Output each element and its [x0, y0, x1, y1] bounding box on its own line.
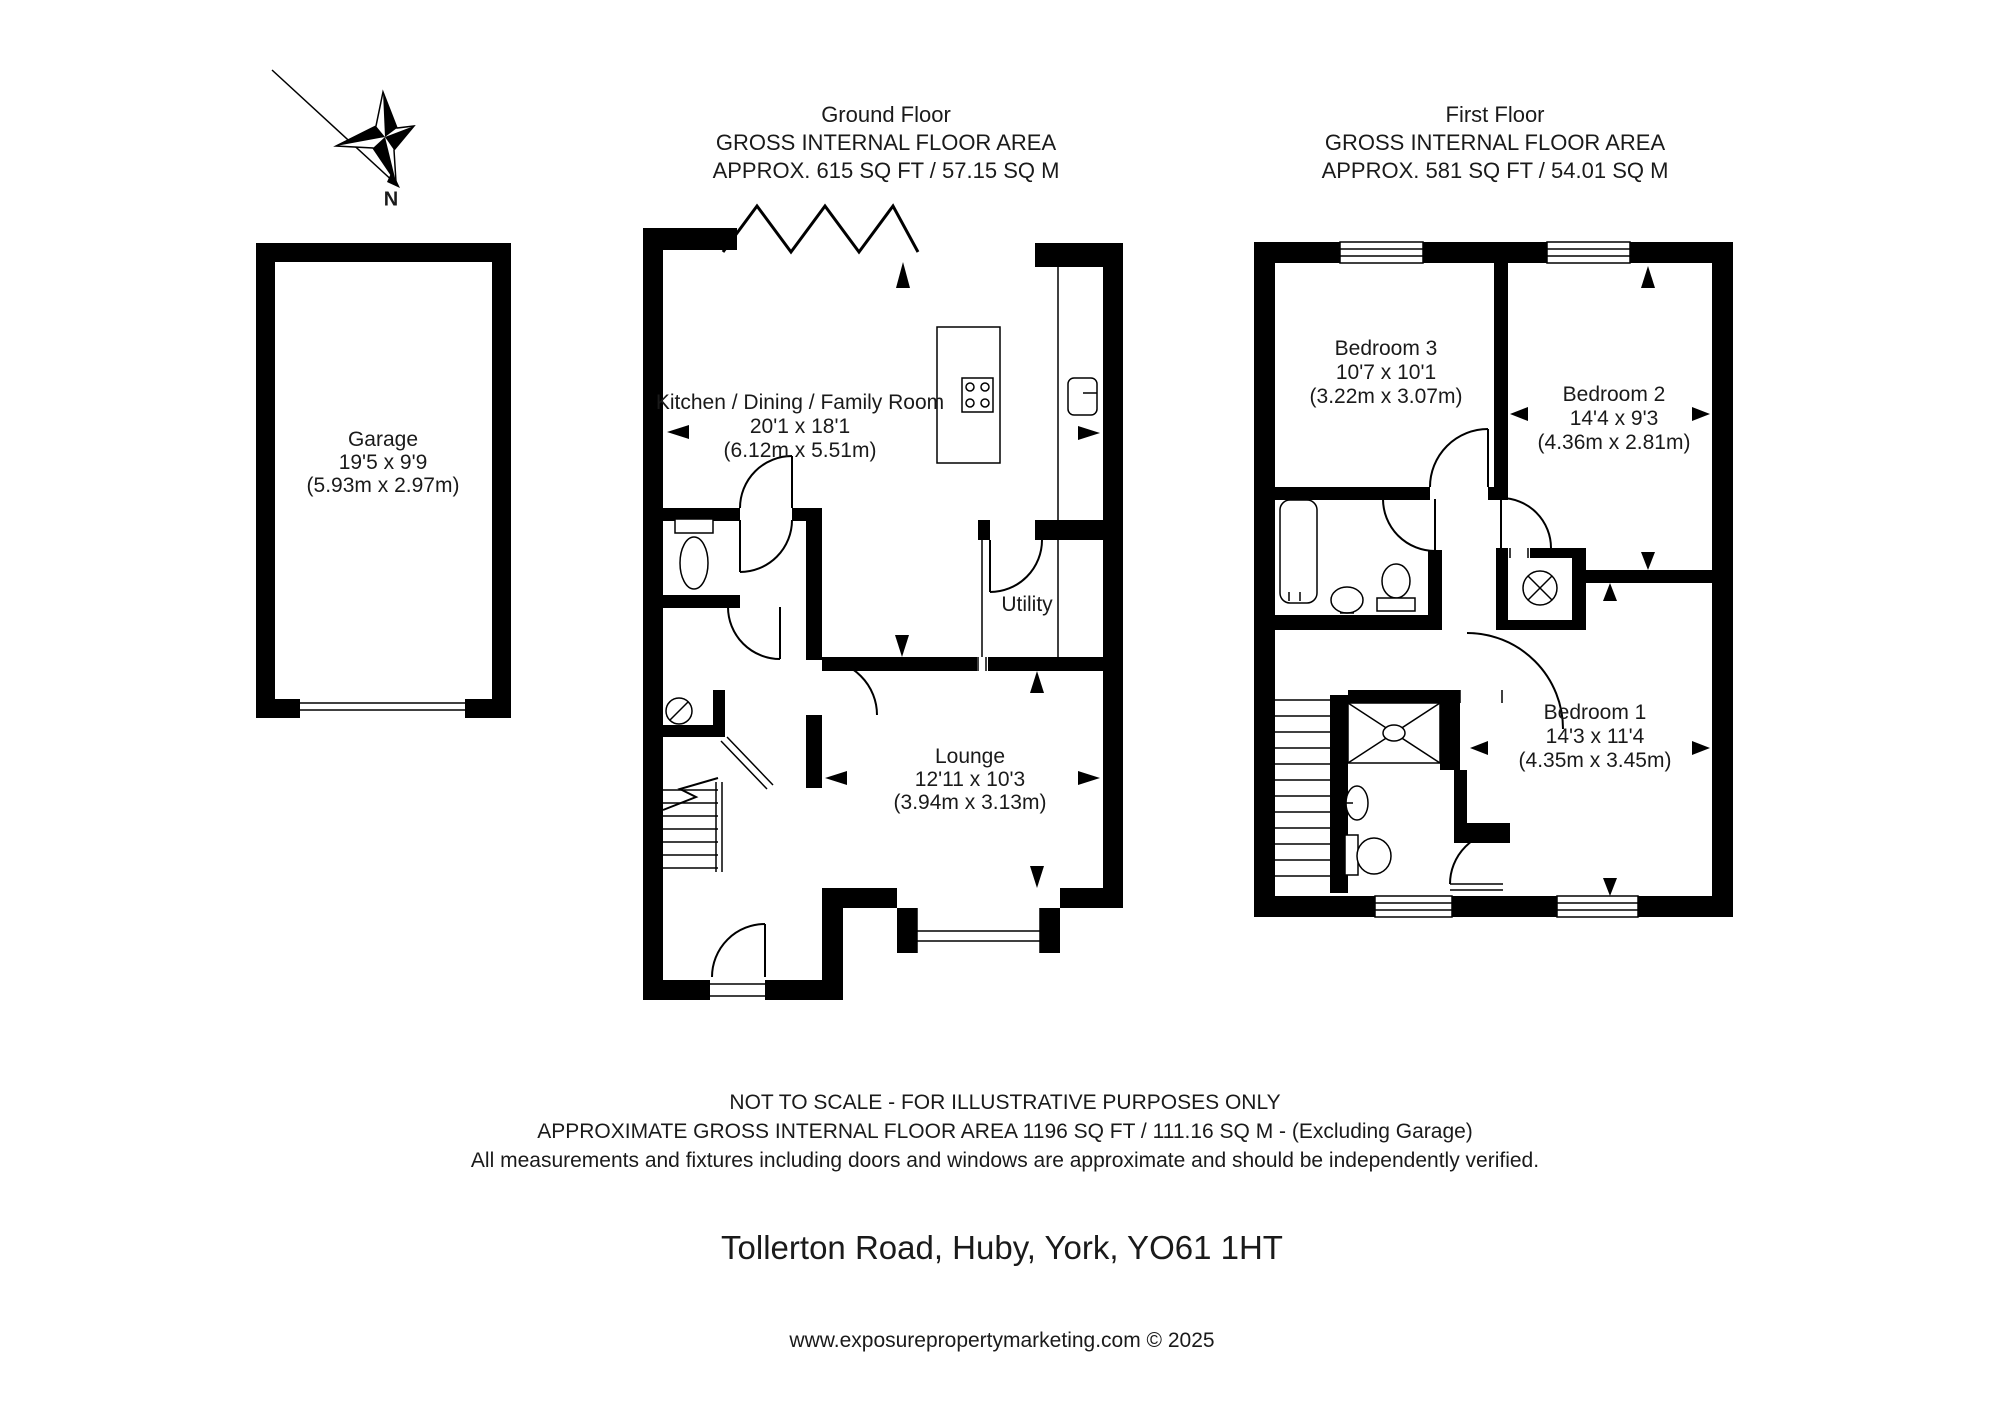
kitchen-sink-icon [1068, 378, 1097, 415]
first-floor-area-line1: GROSS INTERNAL FLOOR AREA [1324, 130, 1666, 155]
kitchen-label: Kitchen / Dining / Family Room [655, 391, 945, 414]
bedroom1-dims-metric: (4.35m x 3.45m) [1518, 749, 1672, 772]
utility-label: Utility [1001, 593, 1053, 616]
ground-stairs [663, 778, 722, 872]
ensuite-basin-icon [1346, 786, 1368, 820]
garage-door [300, 703, 465, 710]
disclaimer-line2: APPROXIMATE GROSS INTERNAL FLOOR AREA 1196 SQ FT / 111.16 SQ M - (Excluding Garage) [537, 1120, 1473, 1143]
ground-door-arcs [728, 456, 1042, 715]
bathroom-sink-icon [1331, 587, 1363, 613]
property-address: Tollerton Road, Huby, York, YO61 1HT [721, 1229, 1283, 1266]
bay-window [917, 908, 1040, 953]
bedroom2-label: Bedroom 2 [1562, 383, 1666, 406]
first-floor-title: First Floor [1445, 102, 1545, 127]
kitchen-dims-imperial: 20'1 x 18'1 [749, 415, 851, 438]
bathroom-toilet-icon [1377, 564, 1415, 611]
shower-icon [1348, 703, 1440, 763]
understairs-door [721, 737, 773, 789]
compass-north-label: N [383, 188, 399, 211]
bedroom3-dims-imperial: 10'7 x 10'1 [1335, 361, 1437, 384]
front-door [710, 924, 765, 996]
kitchen-island [937, 327, 1000, 463]
bedroom3-label: Bedroom 3 [1334, 337, 1438, 360]
disclaimer-line1: NOT TO SCALE - FOR ILLUSTRATIVE PURPOSES ONLY [729, 1091, 1281, 1114]
website-credit: www.exposurepropertymarketing.com © 2025 [789, 1329, 1215, 1352]
lounge-dims-imperial: 12'11 x 10'3 [914, 768, 1026, 791]
ensuite-toilet-icon [1345, 835, 1391, 875]
bedroom1-dims-imperial: 14'3 x 11'4 [1545, 725, 1645, 748]
bifold-window [723, 206, 918, 252]
garage-dims-imperial: 19'5 x 9'9 [338, 451, 428, 474]
lounge-dims-metric: (3.94m x 3.13m) [893, 791, 1047, 814]
garage-dims-metric: (5.93m x 2.97m) [306, 474, 460, 497]
cloakroom-basin-icon [666, 698, 692, 724]
kitchen-dims-metric: (6.12m x 5.51m) [723, 439, 877, 462]
wc-toilet-icon [675, 519, 713, 589]
bedroom3-dims-metric: (3.22m x 3.07m) [1309, 385, 1463, 408]
first-floor-walls [1254, 242, 1733, 917]
bathtub-icon [1280, 500, 1317, 603]
ground-floor-area-line1: GROSS INTERNAL FLOOR AREA [715, 130, 1057, 155]
ground-floor-area-line2: APPROX. 615 SQ FT / 57.15 SQ M [712, 158, 1060, 183]
bedroom2-dims-imperial: 14'4 x 9'3 [1569, 407, 1659, 430]
bedroom1-label: Bedroom 1 [1543, 701, 1647, 724]
water-tank-icon [1523, 571, 1557, 605]
bedroom2-dims-metric: (4.36m x 2.81m) [1537, 431, 1691, 454]
ground-floor-title: Ground Floor [821, 102, 951, 127]
disclaimer-line3: All measurements and fixtures including doors and windows are approximate and should be independently verified. [470, 1149, 1540, 1172]
first-floor-stairs [1275, 700, 1330, 876]
compass-icon [272, 70, 414, 188]
garage-label: Garage [347, 428, 419, 451]
first-floor-area-line2: APPROX. 581 SQ FT / 54.01 SQ M [1321, 158, 1669, 183]
lounge-label: Lounge [934, 745, 1006, 768]
